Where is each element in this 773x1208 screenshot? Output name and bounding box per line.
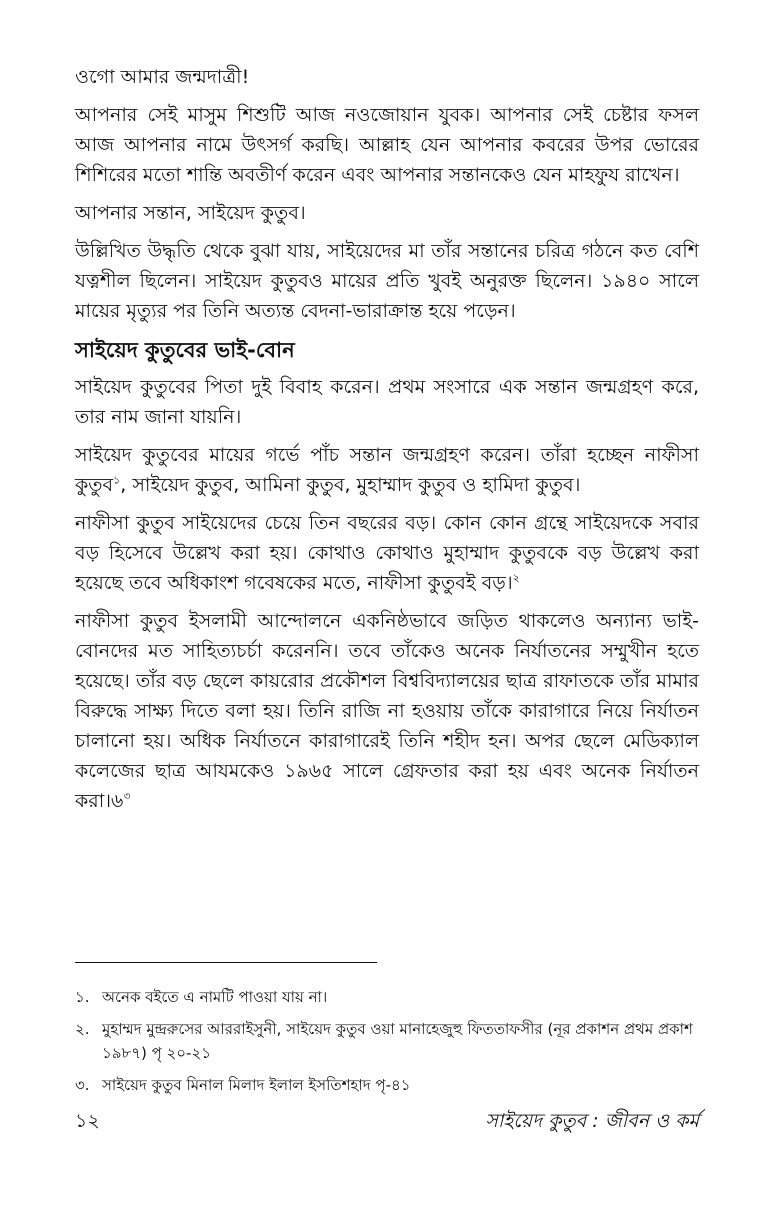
dedication-signature: আপনার সন্তান, সাইয়েদ কুতুব। (75, 202, 306, 224)
father-marriage-paragraph: সাইয়েদ কুতুবের পিতা দুই বিবাহ করেন। প্রথম সংসারে এক সন্তান জন্মগ্রহণ করে, তার নাম জানা যায়নি। (75, 376, 699, 428)
section-heading: সাইয়েদ কুতুবের ভাই-বোন (75, 338, 295, 362)
page-number: ১২ (75, 1110, 100, 1132)
footnote-ref-1: ১ (113, 473, 121, 487)
footnote-ref-2: ২ (512, 571, 520, 585)
footnote-text: সাইয়েদ কুতুব মিনাল মিলাদ ইলাল ইসতিশহাদ পৃ-৪১ (102, 1076, 411, 1094)
footnote-number: ২. (75, 1020, 90, 1038)
footnotes (75, 985, 699, 1105)
book-page-body (75, 62, 699, 824)
siblings-text-end: , সাইয়েদ কুতুব, আমিনা কুতুব, মুহাম্মাদ কুতুব ও হামিদা কুতুব। (120, 474, 581, 496)
nafisa-paragraph (75, 508, 699, 598)
footnote-item (75, 1017, 699, 1065)
siblings-paragraph (75, 440, 699, 500)
persecution-text: নাফীসা কুতুব ইসলামী আন্দোলনে একনিষ্ঠভাবে জড়িত থাকলেও অন্যান্য ভাই-বোনদের মত সাহিত্যচর্চা করেননি। তবে তাঁকেও অনেক নির্যাতনের সম্মুখীন হতে হয়েছে। তাঁর বড় ছেলে কায়রোর প্রকৌশল বিশ্ববিদ্যালয়ের ছাত্র রাফাতকে তাঁর মামার বিরুদ্ধে সাক্ষ্য দিতে বলা হয়। তিনি রাজি না হওয়ায় তাঁকে কারাগারে নিয়ে নির্যাতন চালানো হয়। অধিক নির্যাতনে কারাগারেই তিনি শহীদ হন। অপর ছেলে মেডিক্যাল কলেজের ছাত্র আযমকেও ১৯৬৫ সালে গ্রেফতার করা হয় এবং অনেক নির্যাতন করা।৬ (75, 610, 699, 812)
footnote-number: ৩. (75, 1076, 90, 1094)
footnote-text: মুহাম্মদ মুন্দ্ররুসের আররাইসুনী, সাইয়েদ কুতুব ওয়া মানাহেজুহু ফিততাফসীর (নূর প্রকাশন প্রথম প্রকাশ ১৯৮৭) পৃ ২০-২১ (102, 1020, 693, 1062)
running-title: সাইয়েদ কুতুব : জীবন ও কর্ম (485, 1110, 699, 1132)
footnote-number: ১. (75, 988, 90, 1006)
footnote-ref-3: ৩ (123, 789, 131, 803)
footnote-divider (75, 962, 377, 963)
dedication-salutation: ওগো আমার জন্মদাত্রী! (75, 66, 250, 88)
nafisa-text: নাফীসা কুতুব সাইয়েদের চেয়ে তিন বছরের বড়। কোন কোন গ্রন্থে সাইয়েদকে সবার বড় হিসেবে উল্লেখ করা হয়। কোথাও কোথাও মুহাম্মাদ কুতুবকে বড় উল্লেখ করা হয়েছে তবে অধিকাংশ গবেষকের মতে, নাফীসা কুতুবই বড়। (75, 512, 699, 594)
footnote-item (75, 985, 699, 1009)
footnote-text: অনেক বইতে এ নামটি পাওয়া যায় না। (102, 988, 328, 1006)
siblings-text-start: সাইয়েদ কুতুবের মায়ের গর্ভে পাঁচ সন্তান জন্মগ্রহণ করেন। তাঁরা হচ্ছেন নাফীসা কুতুব (75, 444, 699, 496)
footnote-item (75, 1073, 699, 1097)
dedication-paragraph: আপনার সেই মাসুম শিশুটি আজ নওজোয়ান যুবক। আপনার সেই চেষ্টার ফসল আজ আপনার নামে উৎসর্গ করছি। আল্লাহ যেন আপনার কবরের উপর ভোরের শিশিরের মতো শান্তি অবতীর্ণ করেন এবং আপনার সন্তানকেও যেন মাহফুয রাখেন। (75, 104, 699, 186)
mother-influence-paragraph: উল্লিখিত উদ্ধৃতি থেকে বুঝা যায়, সাইয়েদের মা তাঁর সন্তানের চরিত্র গঠনে কত বেশি যত্নশীল ছিলেন। সাইয়েদ কুতুবও মায়ের প্রতি খুবই অনুরক্ত ছিলেন। ১৯৪০ সালে মায়ের মৃত্যুর পর তিনি অত্যন্ত বেদনা-ভারাক্রান্ত হয়ে পড়েন। (75, 240, 699, 322)
persecution-paragraph (75, 606, 699, 816)
